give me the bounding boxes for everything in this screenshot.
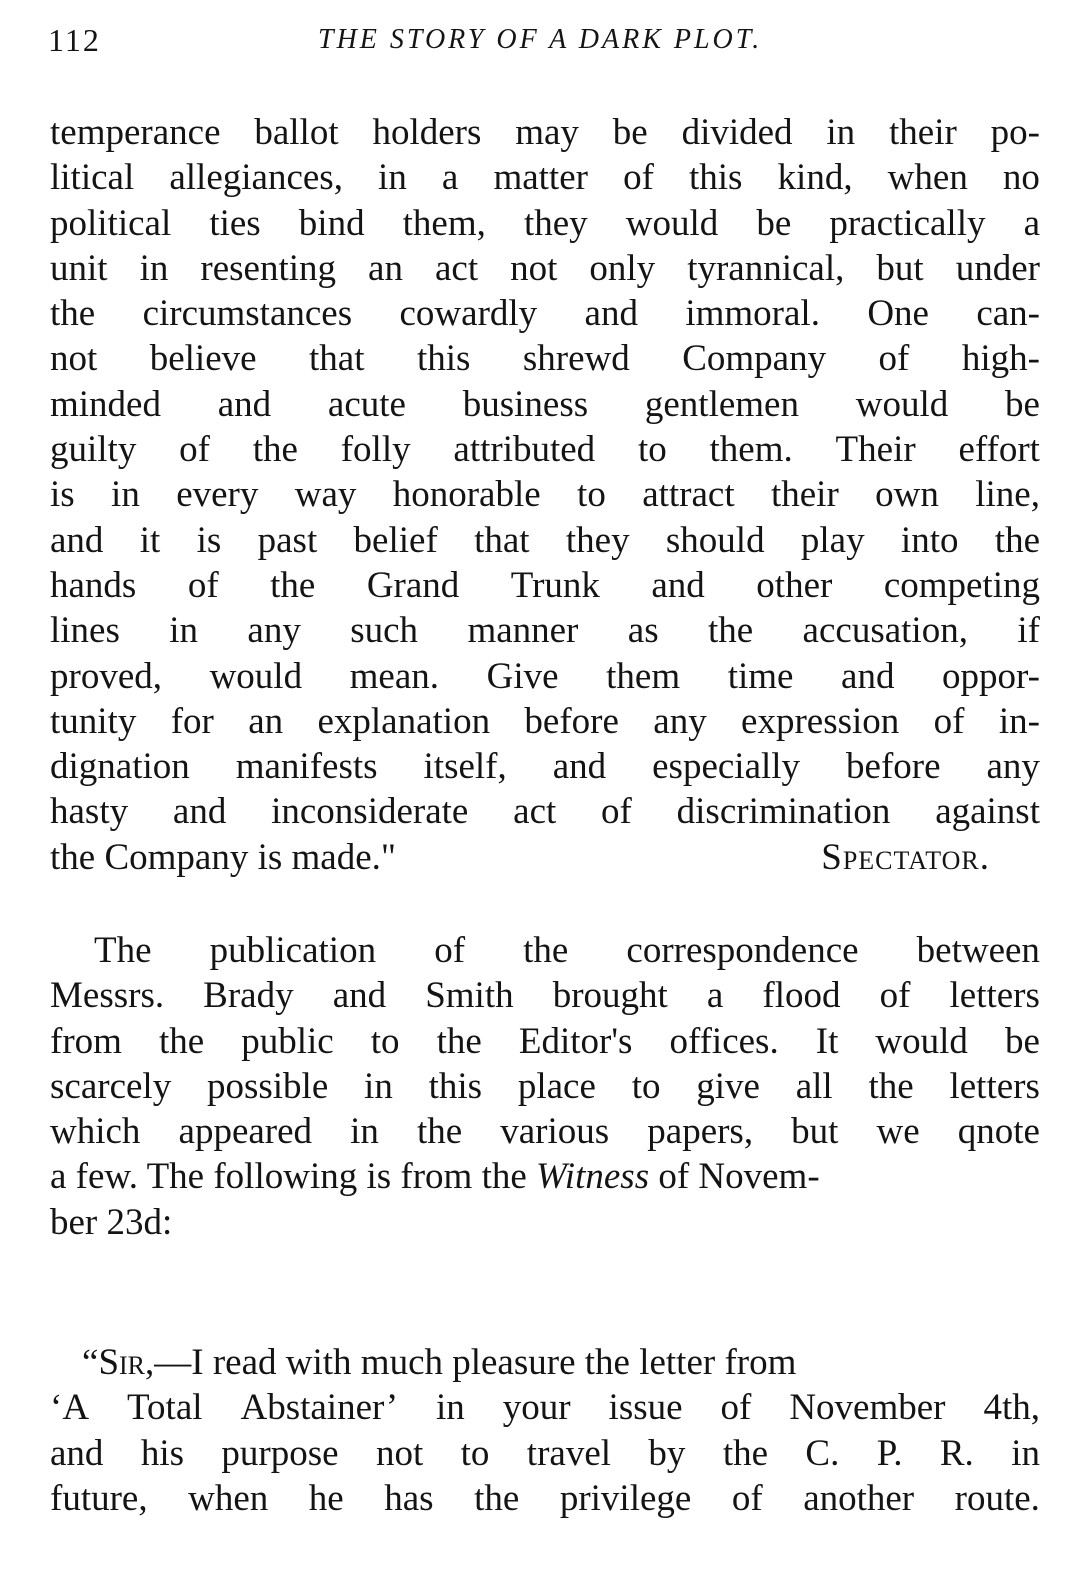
word: ‘A [50,1387,90,1429]
word: should [665,519,765,561]
word: if [1017,610,1040,652]
word: that [309,338,365,380]
word: act [513,791,557,833]
word: and [172,791,227,833]
word: privilege [559,1477,692,1519]
word: be [756,202,792,244]
word: can- [976,293,1040,335]
word: the [474,1477,520,1519]
word: po- [990,112,1040,153]
word: the [868,1065,914,1107]
word: the [523,930,569,971]
word: and [50,1432,104,1474]
word: the [50,293,96,335]
word: issue [608,1387,683,1429]
word: matter [493,157,588,199]
word: and [217,383,272,425]
word: time [727,655,794,697]
word: mean. [349,655,440,697]
word: of [878,338,910,380]
word: in [436,1387,465,1429]
word: not [50,338,98,380]
word: other [756,564,833,606]
signature: Spectator. [821,836,990,878]
word: letters [949,975,1040,1017]
word: not [510,247,558,289]
word: the [270,564,316,606]
word: they [523,202,588,244]
word: is [50,474,75,516]
word: all [795,1065,833,1107]
word: his [140,1432,185,1474]
word: Smith [425,975,514,1017]
word: especially [652,746,801,788]
text-line [50,744,1040,789]
word: holders [372,112,482,153]
word: in [111,474,140,516]
text-line [50,246,1040,291]
word: correspondence [626,930,859,971]
word: cowardly [399,293,538,335]
word: publication [209,930,377,971]
word: the [158,1020,205,1062]
word: this [416,338,471,380]
word: in [378,157,407,199]
word: that [474,519,530,561]
word: circumstances [142,293,353,335]
word: not [375,1432,424,1474]
word: would [875,1020,968,1062]
text-line [50,201,1040,246]
word: of [623,157,654,199]
word: tyrannical, [687,247,845,289]
word: a [706,975,724,1017]
word: and [651,564,705,606]
word: has [384,1477,434,1519]
word: Trunk [510,564,600,606]
text-line: ber 23d: [50,1201,173,1243]
word: of [179,429,210,471]
word: manner [467,610,579,652]
narrative-paragraph [50,928,1040,1245]
word: in [826,112,856,153]
word: by [648,1432,686,1474]
text-line [50,427,1040,472]
text-line [50,608,1040,653]
word: 4th, [983,1387,1040,1429]
page-number: 112 [48,22,101,58]
word: in [169,610,199,652]
text-line [50,1019,1040,1064]
word: against [935,791,1040,833]
word: appeared [178,1111,313,1153]
word: play [800,519,865,561]
word: of [933,700,965,742]
text-line [50,155,1040,200]
text-line [50,835,1040,880]
text-line [50,563,1040,608]
word: would [209,655,303,697]
word: give [696,1065,760,1107]
word: way [294,474,357,516]
word: only [589,247,656,289]
word: the [707,610,754,652]
word: their [889,112,957,153]
word: Messrs. [50,975,165,1017]
word: any [247,610,301,652]
word: shrewd [522,338,630,380]
text-line [50,973,1040,1018]
word: the [722,1432,769,1474]
word: of [187,564,219,606]
word: unit [50,247,108,289]
word: hands [50,564,137,606]
word: hasty [50,791,129,833]
word: The [94,930,152,971]
word: of [434,930,466,971]
word: brought [552,975,668,1017]
salutation: Sir, [98,1342,155,1383]
word: between [916,930,1040,971]
text-line [50,1064,1040,1109]
word: to [460,1432,490,1474]
word: own [875,474,939,516]
word: various [500,1111,610,1153]
word: temperance [50,112,221,153]
text-line [50,382,1040,427]
word: Their [835,429,916,471]
word: inconsiderate [271,791,469,833]
word: route. [954,1477,1040,1519]
word: possible [206,1065,329,1107]
word: One [867,293,929,335]
word: the [436,1020,482,1062]
word: and [841,655,895,697]
text-line [50,110,1040,155]
word: discrimination [676,791,891,833]
word: is [196,519,222,561]
word: high- [961,338,1040,380]
text-line: “ Sir, —I read with much pleasure the letter from [50,1340,1040,1385]
text-line [50,518,1040,563]
word: the [252,429,298,471]
word: their [770,474,839,516]
word: any [653,700,707,742]
word: honorable [392,474,541,516]
word: expression [741,700,900,742]
word: every [176,474,259,516]
word: line, [975,474,1040,516]
word: public [241,1020,334,1062]
word: they [565,519,630,561]
word: explanation [317,700,491,742]
word: practically [829,202,986,244]
word: but [791,1111,839,1153]
word: proved, [50,655,162,697]
word: to [370,1020,400,1062]
word: guilty [50,429,137,471]
word: resenting [200,247,336,289]
word: past [257,519,318,561]
word: no [1002,157,1040,199]
word: the [994,519,1040,561]
word: manifests [235,746,378,788]
text-line [50,291,1040,336]
word: to [637,429,667,471]
word: folly [340,429,411,471]
word: and [552,746,607,788]
word: attributed [453,429,596,471]
text-line [50,336,1040,381]
word: when [887,157,968,199]
word: Brady [203,975,294,1017]
word: would [855,383,949,425]
word: in [139,247,169,289]
word: oppor- [942,655,1040,697]
word: itself, [423,746,507,788]
word: business [462,383,589,425]
word: papers, [647,1111,754,1153]
word: purpose [221,1432,339,1474]
word: effort [958,429,1040,471]
word: before [524,700,619,742]
word: and [50,519,104,561]
word: future, [50,1477,148,1519]
word: flood [762,975,841,1017]
word: belief [353,519,438,561]
word: this [688,157,743,199]
word: a [441,157,459,199]
text-line [50,789,1040,834]
word: act [434,247,479,289]
word: lines [50,610,120,652]
letter-excerpt [50,1340,1040,1521]
word: gentlemen [644,383,799,425]
word: travel [526,1432,612,1474]
word: for [170,700,214,742]
word: be [1004,383,1040,425]
word: Give [486,655,559,697]
word: would [625,202,719,244]
word: immoral. [685,293,820,335]
word: when [188,1477,269,1519]
running-head: THE STORY OF A DARK PLOT. [318,24,763,55]
word: place [517,1065,596,1107]
word: kind, [777,157,853,199]
word: may [515,112,579,153]
word: bind [298,202,365,244]
text-line [50,699,1040,744]
word: acute [327,383,406,425]
word: the [416,1111,463,1153]
word: dignation [50,746,190,788]
word: R. [939,1432,974,1474]
word: litical [50,157,135,199]
word: minded [50,383,161,425]
word: in- [998,700,1040,742]
word: of [720,1387,752,1429]
word: ballot [254,112,339,153]
word: qnote [957,1111,1040,1153]
text-line [50,928,1040,973]
word: it [139,519,161,561]
word: of [601,791,632,833]
word: P. [876,1432,903,1474]
word: into [900,519,959,561]
word: in [364,1065,393,1107]
word: to [631,1065,661,1107]
last-line-text: the Company is made." [50,836,396,878]
word: and [332,975,387,1017]
word: It [815,1020,839,1062]
text-line [50,1431,1040,1476]
text-line [50,1385,1040,1430]
word: a [1023,202,1040,244]
word: offices. [669,1020,779,1062]
word: attract [642,474,735,516]
word: believe [149,338,257,380]
word: this [428,1065,483,1107]
word: allegiances, [169,157,343,199]
word: of [879,975,911,1017]
word: divided [681,112,793,153]
word: accusation, [802,610,968,652]
word: but [876,247,924,289]
page-header [40,22,1040,66]
word: Company [682,338,827,380]
word: which [50,1111,141,1153]
word: as [627,610,659,652]
word: letters [949,1065,1040,1107]
word: an [368,247,403,289]
text-line [50,472,1040,517]
text-line [50,654,1040,699]
quoted-letter-ending [50,110,1040,880]
text-line: a few. The following is from the Witness of Novem- [50,1154,1040,1199]
word: another [803,1477,915,1519]
word: he [308,1477,344,1519]
word: before [846,746,941,788]
word: under [955,247,1040,289]
word: political [50,202,172,244]
word: in [1011,1432,1040,1474]
word: any [986,746,1040,788]
word: them, [402,202,486,244]
word: them. [709,429,793,471]
word: and [584,293,638,335]
text-line [50,1476,1040,1521]
word: in [350,1111,379,1153]
word: scarcely [50,1065,172,1107]
word: of [731,1477,763,1519]
word: to [577,474,606,516]
word: be [612,112,648,153]
word: an [248,700,284,742]
word: Abstainer’ [240,1387,399,1429]
word: November [789,1387,946,1429]
word: be [1004,1020,1040,1062]
word: from [50,1020,122,1062]
word: them [606,655,681,697]
newspaper-title: Witness [536,1156,650,1198]
word: Grand [366,564,460,606]
word: your [502,1387,571,1429]
word: ties [209,202,261,244]
word: Total [127,1387,203,1429]
word: tunity [50,700,137,742]
word: Editor's [518,1020,633,1062]
text-line [50,1109,1040,1154]
word: we [876,1111,920,1153]
word: such [350,610,419,652]
word: C. [805,1432,840,1474]
word: competing [883,564,1040,606]
